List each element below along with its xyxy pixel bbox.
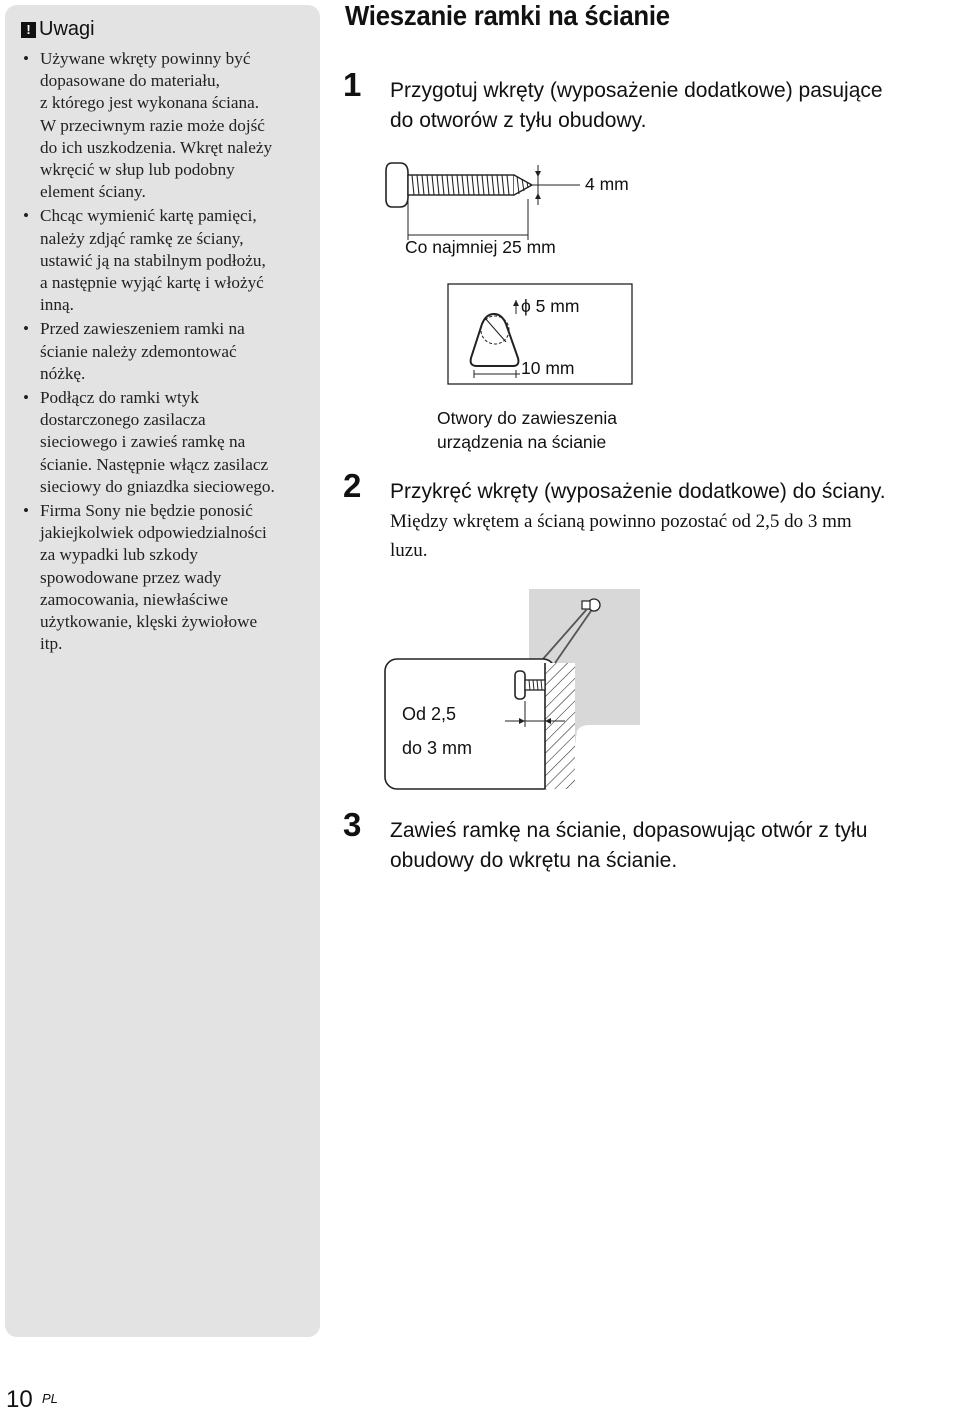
- note-item: [23, 48, 313, 203]
- note-line: • Używane wkręty powinny być: [40, 49, 251, 68]
- note-line: • Podłącz do ramki wtyk: [40, 388, 199, 408]
- detail-screw-head: [515, 671, 525, 699]
- note-line: ustawić ją na stabilnym podłożu,: [40, 250, 266, 270]
- step-2-text: Przykręć wkręty (wyposażenie dodatkowe) do ściany.: [390, 480, 886, 503]
- step-3-number: 3: [343, 806, 362, 843]
- step-1-line-2: do otworów z tyłu obudowy.: [390, 109, 647, 132]
- step-2-subtext: [390, 507, 852, 565]
- screw-head: [386, 163, 408, 207]
- note-line: • Firma Sony nie będzie ponosić: [40, 501, 253, 521]
- note-line: spowodowane przez wady: [40, 567, 222, 587]
- note-line: ścianie. Następnie włącz zasilacz: [40, 454, 269, 474]
- note-line: z którego jest wykonana ściana.: [40, 93, 260, 113]
- note-line: ścianie należy zdemontować: [40, 341, 237, 361]
- notes-panel: [5, 5, 320, 1337]
- screw-diameter-label: 4 mm: [585, 174, 629, 194]
- note-line: wkręcić w słup lub podobny: [40, 160, 235, 180]
- note-item: [23, 205, 313, 316]
- note-line: dostarczonego zasilacza: [40, 410, 206, 430]
- note-line: sieciowy do gniazdka sieciowego.: [40, 476, 275, 496]
- note-item: [23, 318, 313, 385]
- page-title: Wieszanie ramki na ścianie: [345, 0, 670, 31]
- note-line: W przeciwnym razie może dojść: [40, 115, 265, 135]
- hole-caption: [437, 406, 617, 454]
- gap-label: [402, 697, 472, 765]
- screw-length-label: Co najmniej 25 mm: [405, 237, 556, 257]
- note-line: element ściany.: [40, 182, 146, 202]
- step-1-text: [390, 76, 883, 136]
- notes-heading: [21, 18, 95, 41]
- step-3-text: [390, 816, 867, 876]
- step-2-sub-line-1: Między wkrętem a ścianą powinno pozostać od 2,5 do 3 mm: [390, 511, 852, 532]
- wall-screw-icon: [582, 599, 600, 611]
- note-line: zamocowania, niewłaściwe: [40, 589, 229, 609]
- step-1-line-1: Przygotuj wkręty (wyposażenie dodatkowe) pasujące: [390, 79, 883, 102]
- note-line: itp.: [40, 634, 63, 654]
- note-icon: !: [21, 22, 36, 38]
- note-line: • Przed zawieszeniem ramki na: [40, 319, 245, 339]
- note-line: do ich uszkodzenia. Wkręt należy: [40, 137, 273, 157]
- step-1-number: 1: [343, 66, 362, 103]
- note-line: sieciowego i zawieś ramkę na: [40, 432, 246, 452]
- step-3-line-2: obudowy do wkrętu na ścianie.: [390, 849, 678, 872]
- note-line: użytkowanie, klęski żywiołowe: [40, 612, 258, 632]
- hole-caption-line-1: Otwory do zawieszenia: [437, 408, 617, 428]
- note-item: [23, 500, 313, 655]
- wall-cross-section: [545, 663, 575, 789]
- hole-height-label: 10 mm: [521, 358, 575, 378]
- note-line: inną.: [40, 295, 74, 315]
- hole-diameter-label: ϕ 5 mm: [521, 296, 580, 316]
- gap-label-line-1: Od 2,5: [402, 704, 457, 724]
- note-line: za wypadki lub szkody: [40, 545, 198, 565]
- note-line: należy zdjąć ramkę ze ściany,: [40, 228, 244, 248]
- step-2-sub-line-2: luzu.: [390, 540, 428, 561]
- note-line: nóżkę.: [40, 363, 86, 383]
- step-2-number: 2: [343, 467, 362, 504]
- note-line: jakiejkolwiek odpowiedzialności: [40, 523, 267, 543]
- page-number: 10: [6, 1386, 33, 1413]
- step-3-line-1: Zawieś ramkę na ścianie, dopasowując otwór z tyłu: [390, 819, 868, 842]
- notes-list: [23, 48, 313, 657]
- note-line: • Chcąc wymienić kartę pamięci,: [40, 206, 257, 226]
- note-line: dopasowane do materiału,: [40, 71, 220, 91]
- page-language: PL: [42, 1391, 58, 1406]
- note-line: a następnie wyjąć kartę i włożyć: [40, 273, 264, 293]
- note-item: [23, 387, 313, 498]
- hole-caption-line-2: urządzenia na ścianie: [437, 432, 607, 452]
- gap-label-line-2: do 3 mm: [402, 738, 473, 758]
- notes-heading-text: Uwagi: [39, 18, 95, 40]
